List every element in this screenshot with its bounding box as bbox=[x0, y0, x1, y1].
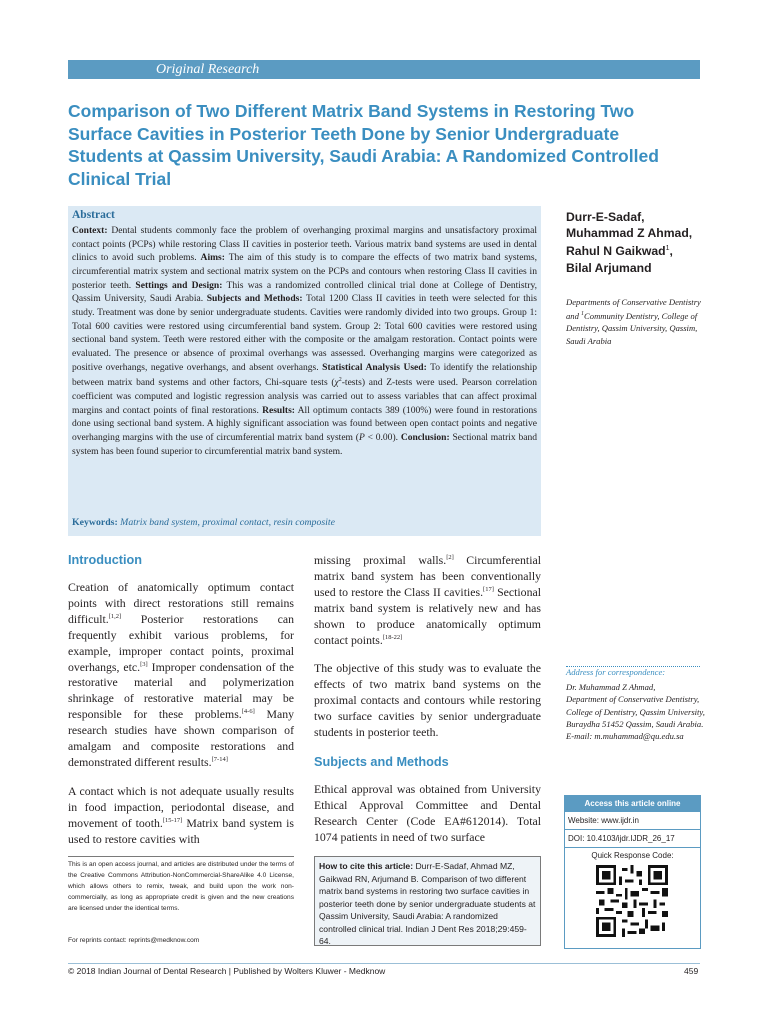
footer-text: © 2018 Indian Journal of Dental Research | Published by Wolters Kluwer - Medknow bbox=[68, 966, 386, 976]
author-3: Rahul N Gaikwad$^1$, bbox=[566, 244, 673, 259]
ref-7-14[interactable]: [7-14] bbox=[211, 756, 228, 764]
section-banner bbox=[68, 60, 700, 79]
column-left bbox=[68, 553, 294, 848]
ref-15-17[interactable]: [15-17] bbox=[162, 816, 183, 824]
abstract-text: Context: Dental students commonly face the problem of overhanging proximal margins and unsatisfactory proximal contact points (PCPs) while restoring Class II cavities in posterior teeth. Various matrix band systems are used in dental clinics to avoid such problems. Aims: The aim of this study is to compare the effects of two matrix band systems, circumferential matrix system and sectional matrix system on the PCPs and contours when restoring Class II cavities in posterior teeth. Settings and Design: This was a randomized controlled clinical trial done at College of Dentistry, Qassim University, Saudi Arabia. Subjects and Methods: Total 1200 Class II cavities in teeth were selected for this study. Treatment was done by senior undergraduate students. Cavities were randomly divided into two groups. Group 1: Total 600 cavities were restored using circumferential band system. Group 2: Total 600 cavities were restored using sectional band system. Teeth were restored either with the composite or the amalgam restoration. Contact points were evaluated. The presence or absence of proximal overhangs was assessed. Overhanging margins were categorized as positive overhangs, negative overhangs, and absent overhangs. Statistical Analysis Used: To identify the relationship between matrix band systems and other factors, Chi-square tests $(\chi^2-tests)$ and Z-tests were used. Pearson correlation coefficient was computed and logistic regression analysis was carried out to assess variables that can affect proximal margins and contact points of final restorations. Results: All optimum contacts 389 (100%) were found in restorations done using sectional band system. A highly significant association was found between open contact points and negative overhanging margins with the use of circumferential matrix band system (P < 0.00). Conclusion: Sectional matrix band system has been found superior to circumferential matrix band system. bbox=[72, 225, 538, 457]
ref-18-22[interactable]: [18-22] bbox=[382, 633, 403, 641]
context-label: Context: bbox=[72, 225, 108, 236]
results-label: Results: bbox=[262, 404, 295, 416]
author-1: Durr-E-Sadaf, bbox=[566, 210, 645, 224]
intro-paragraph-1: Creation of anatomically optimum contact points with direct restorations still remains difficult.[1,2] Posterior restorations can frequently exhibit various problems, for example, improper contact points, proximal overhangs, etc.[3] Improper condensation of the restorative material and polymerization shrinkage of restorative material may be responsible for these problems.[4-6] Many research studies have shown comparison of amalgam and composite restorations and demonstrated different results.[7-14] bbox=[68, 580, 294, 769]
access-heading: Access this article online bbox=[564, 795, 701, 812]
results-text-a: All optimum contacts 389 (100%) were found in restorations done using sectional band system. A highly significant association was found between open contact points and negative overhanging margins with the use of circumferential matrix band system ( bbox=[72, 404, 537, 444]
abstract-heading: Abstract bbox=[72, 209, 115, 221]
aims-text: The aim of this study is to compare the effects of two matrix band systems, circumferential matrix system and sectional matrix system on the PCPs and contours when restoring Class II cavities in posterior teeth. bbox=[72, 252, 538, 291]
keywords bbox=[72, 516, 537, 529]
stats-text-b: -tests) and Z-tests were used. Pearson correlation coefficient was computed and logistic regression analysis was carried out to assess variables that can affect proximal margins and contact points of final restorations. bbox=[72, 377, 537, 416]
license-notice: This is an open access journal, and articles are distributed under the terms of the Creative Commons Attribution-NonCommercial-ShareAlike 4.0 License, which allows others to remix, tweak, and build upon the work non-commercially, as long as appropriate credit is given and the new creations are licensed under the identical terms. bbox=[68, 856, 294, 914]
stats-text-a: To identify the relationship between matrix band systems and other factors, Chi-square tests ( bbox=[72, 361, 538, 389]
aims-label: Aims: bbox=[200, 252, 225, 264]
correspondence-name: Dr. Muhammad Z Ahmad, bbox=[566, 682, 656, 692]
article-title: Comparison of Two Different Matrix Band Systems in Restoring Two Surface Cavities in Posterior Teeth Done by Senior Undergraduate Students at Qassim University, Saudi Arabia: A Randomized Controlled Clinical Trial bbox=[68, 101, 659, 189]
conclusion-text: Sectional matrix band system has been found superior to circumferential matrix band system. bbox=[72, 432, 538, 457]
affiliations: Departments of Conservative Dentistry and $^1$Community Dentistry, College of Dentistry, Qassim University, Qassim, Saudi Arabia bbox=[566, 297, 701, 346]
stats-label: Statistical Analysis Used: bbox=[322, 361, 427, 373]
keywords-text: Matrix band system, proximal contact, resin composite bbox=[120, 517, 335, 528]
correspondence-heading: Address for correspondence: bbox=[566, 667, 666, 677]
keywords-label: Keywords: bbox=[72, 517, 118, 528]
context-text: Dental students commonly face the problem of overhanging proximal margins and unsatisfactory proximal contact points (PCPs) while restoring Class II cavities in posterior teeth. Various matrix band systems are used in dental clinics to avoid such problems. bbox=[72, 225, 538, 264]
author-2: Muhammad Z Ahmad, bbox=[566, 226, 693, 241]
citation-label: How to cite this article: bbox=[319, 861, 414, 871]
author-3-sup: 1 bbox=[665, 245, 670, 253]
author-list bbox=[566, 209, 706, 276]
citation-box bbox=[314, 856, 541, 946]
ref-3[interactable]: [3] bbox=[140, 660, 148, 668]
col2-paragraph-3: Ethical approval was obtained from University Ethical Approval Committee and Dental Research Center (Code EA#612014). Total 1074 patients in need of two surface bbox=[314, 781, 541, 844]
correspondence-text bbox=[566, 681, 706, 742]
doi-link[interactable]: DOI: 10.4103/ijdr.IJDR_26_17 bbox=[564, 830, 701, 848]
section-label: Original Research bbox=[156, 62, 260, 77]
col2-paragraph-2: The objective of this study was to evaluate the effects of two matrix band systems on the proximal contacts and contours while restoring two surface cavities by senior undergraduate students in posterior teeth. bbox=[314, 661, 541, 740]
qr-label: Quick Response Code: bbox=[591, 851, 674, 860]
affiliation-sup: 1 bbox=[581, 311, 585, 318]
citation-text: Durr-E-Sadaf, Ahmad MZ, Gaikwad RN, Arjumand B. Comparison of two different matrix band systems in restoring two surface cavities in posterior teeth done by senior undergraduate students at Qassim University, Saudi Arabia: A randomized controlled clinical trial. Indian J Dent Res 2018;29:459-64. bbox=[319, 861, 536, 946]
reprints-contact: For reprints contact: reprints@medknow.com bbox=[68, 937, 200, 944]
methods-heading: Subjects and Methods bbox=[314, 754, 449, 769]
settings-text: This was a randomized controlled clinical trial done at College of Dentistry, Qassim University, Saudi Arabia. bbox=[72, 279, 538, 305]
author-4: Bilal Arjumand bbox=[566, 260, 652, 275]
website-link[interactable]: Website: www.ijdr.in bbox=[564, 812, 701, 830]
introduction-heading: Introduction bbox=[68, 553, 142, 567]
methods-label: Subjects and Methods: bbox=[206, 293, 303, 305]
results-text-b: < 0.00). bbox=[364, 432, 399, 444]
correspondence-address: Department of Conservative Dentistry, College of Dentistry, Qassim University, Buraydha 51452 Qassim, Saudi Arabia. bbox=[566, 694, 705, 729]
qr-code-icon[interactable] bbox=[596, 865, 668, 937]
intro-paragraph-2: A contact which is not adequate usually results in food impaction, periodontal disease, and movement of tooth.[15-17] Matrix band system is used to restore cavities with bbox=[68, 783, 294, 846]
conclusion-label: Conclusion: bbox=[400, 432, 450, 444]
chi-symbol: χ bbox=[334, 377, 339, 389]
correspondence-email: E-mail: m.muhammad@qu.edu.sa bbox=[566, 731, 684, 742]
p-symbol: P bbox=[358, 432, 365, 444]
ref-2[interactable]: [2] bbox=[446, 554, 454, 562]
page-number: 459 bbox=[684, 966, 699, 976]
column-right bbox=[314, 553, 541, 846]
ref-4-6[interactable]: [4-6] bbox=[241, 708, 255, 716]
ref-1-2[interactable]: [1,2] bbox=[108, 612, 122, 620]
methods-text: Total 1200 Class II cavities in teeth were selected for this study. Treatment was done by senior undergraduate students. Cavities were randomly divided into two groups. Group 1: Total 600 cavities were restored using circumferential band system. Group 2: Total 600 cavities were restored using sectional band system. Teeth were restored either with the composite or the amalgam restoration. Contact points were evaluated. The presence or absence of proximal overhangs was assessed. Overhanging margins were categorized as positive overhangs, negative overhangs, and absent overhangs. bbox=[72, 293, 538, 373]
ref-17[interactable]: [17] bbox=[483, 585, 494, 593]
footer-divider bbox=[68, 963, 700, 964]
settings-label: Settings and Design: bbox=[135, 279, 223, 291]
col2-paragraph-1: missing proximal walls.[2] Circumferential matrix band system has been conventionally used to restore the Class II cavities.[17] Sectional matrix band system is relatively new and has shown to produce anatomically optimum contact points.[18-22] bbox=[314, 553, 541, 647]
email-link[interactable]: m.muhammad@qu.edu.sa bbox=[594, 731, 684, 742]
